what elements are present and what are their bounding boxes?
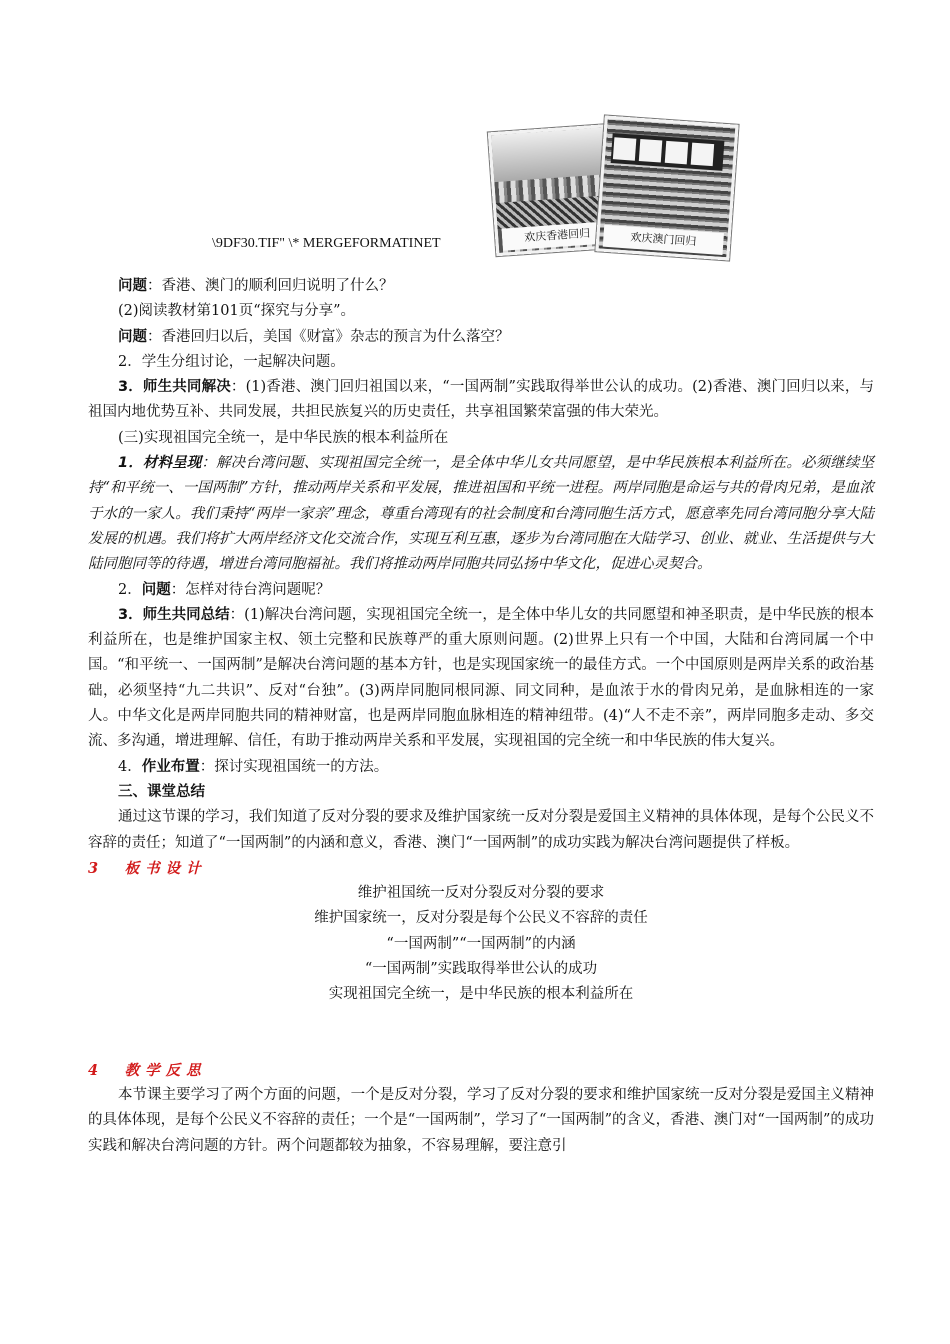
homework-label: 作业布置 <box>141 758 200 775</box>
question-3-prefix: 2． <box>118 581 142 598</box>
read-instruction: (2)阅读教材第101页“探究与分享”。 <box>118 303 356 320</box>
material-paragraph <box>88 451 874 577</box>
image-field-code: \9DF30.TIF" \* MERGEFORMATINET <box>212 236 441 251</box>
summary-paragraph <box>88 603 874 755</box>
question-3 <box>88 578 874 603</box>
solve-paragraph <box>88 375 874 426</box>
body-text <box>88 274 874 1159</box>
question-3-text: ：怎样对待台湾问题呢？ <box>170 581 331 598</box>
part-3-title: (三)实现祖国完全统一，是中华民族的根本利益所在 <box>118 429 449 446</box>
board-design-heading: 3 板书设计 <box>88 859 207 877</box>
solve-text: ：(1)香港、澳门回归祖国以来，“一国两制”实践取得举世公认的成功。(2)香港、澳门回归以来，与祖国内地优势互补、共同发展，共担民族复兴的历史责任，共享祖国繁荣富强的伟大荣光。 <box>88 379 874 421</box>
question-1-text: ：香港、澳门的顺利回归说明了什么？ <box>147 278 394 294</box>
question-1-label: 问题 <box>118 278 147 294</box>
reflection-paragraph: 本节课主要学习了两个方面的问题，一个是反对分裂，学习了反对分裂的要求和维护国家统一反对分裂是爱国主义精神的具体体现，是每个公民义不容辞的责任；一个是“一国两制”，学习了“一国两制”的含义，香港、澳门对“一国两制”的成功实践和解决台湾问题的方针。两个问题都较为抽象，不容易理解，要注意引 <box>88 1086 874 1154</box>
question-2 <box>88 325 874 350</box>
homework-prefix: 4． <box>118 758 142 775</box>
board-line-2: 维护国家统一，反对分裂是每个公民义不容辞的责任 <box>314 910 648 927</box>
macau-return-photo <box>595 115 738 260</box>
question-3-label: 问题 <box>141 581 171 598</box>
homework-text: ：探讨实现祖国统一的方法。 <box>199 758 389 775</box>
news-photo <box>490 118 740 260</box>
question-1 <box>88 274 874 299</box>
solve-label: 3．师生共同解决 <box>118 379 231 396</box>
homework <box>88 755 874 780</box>
board-line-1: 维护祖国统一反对分裂反对分裂的要求 <box>357 885 605 902</box>
question-2-label: 问题 <box>118 328 147 345</box>
summary-label: 3．师生共同总结 <box>118 606 230 623</box>
photo-caption-right: 欢庆澳门回归 <box>603 225 724 255</box>
question-2-text: ：香港回归以后，美国《财富》杂志的预言为什么落空？ <box>147 328 510 345</box>
board-line-5: 实现祖国完全统一，是中华民族的根本利益所在 <box>328 986 634 1003</box>
material-text: ：解决台湾问题、实现祖国完全统一，是全体中华儿女共同愿望，是中华民族根本利益所在。必须继续坚持“和平统一、一国两制”方针，推动两岸关系和平发展，推进祖国和平统一进程。两岸同胞是命运与共的骨肉兄弟，是血浓于水的一家人。我们秉持“两岸一家亲”理念，尊重台湾现有的社会制度和台湾同胞生活方式，愿意率先同台湾同胞分享大陆发展的机遇。我们将扩大两岸经济文化交流合作，实现互利互惠，逐步为台湾同胞在大陆学习、创业、就业、生活提供与大陆同胞同等的待遇，增进台湾同胞福祉。我们将推动两岸同胞共同弘扬中华文化，促进心灵契合。 <box>88 455 874 573</box>
summary-text: ：(1)解决台湾问题，实现祖国完全统一，是全体中华儿女的共同愿望和神圣职责，是中华民族的根本利益所在，也是维护国家主权、领土完整和民族尊严的重大原则问题。(2)世界上只有一个中国，大陆和台湾同属一个中国。“和平统一、一国两制”是解决台湾问题的基本方针，也是实现国家统一的最佳方式。一个中国原则是两岸关系的政治基础，必须坚持“九二共识”、反对“台独”。(3)两岸同胞同根同源、同文同种，是血浓于水的骨肉兄弟，是血脉相连的一家人。中华文化是两岸同胞共同的精神财富，也是两岸同胞血脉相连的精神纽带。(4)“人不走不亲”，两岸同胞多走动、多交流、多沟通，增进理解、信任，有助于推动两岸关系和平发展，实现祖国的完全统一和中华民族的伟大复兴。 <box>88 606 874 750</box>
group-discussion: 2．学生分组讨论，一起解决问题。 <box>118 353 345 370</box>
reflection-heading: 4 教学反思 <box>88 1061 207 1079</box>
photo-caption-left: 欢庆香港回归 <box>502 221 613 251</box>
section-3-heading: 三、课堂总结 <box>118 783 205 800</box>
board-line-4: “一国两制”实践取得举世公认的成功 <box>364 961 598 978</box>
board-line-3: “一国两制”“一国两制”的内涵 <box>386 935 576 952</box>
conclusion-paragraph: 通过这节课的学习，我们知道了反对分裂的要求及维护国家统一反对分裂是爱国主义精神的具体体现，是每个公民义不容辞的责任；知道了“一国两制”的内涵和意义，香港、澳门“一国两制”的成功实践为解决台湾问题提供了样板。 <box>88 809 874 851</box>
material-label: 1．材料呈现 <box>118 455 202 472</box>
